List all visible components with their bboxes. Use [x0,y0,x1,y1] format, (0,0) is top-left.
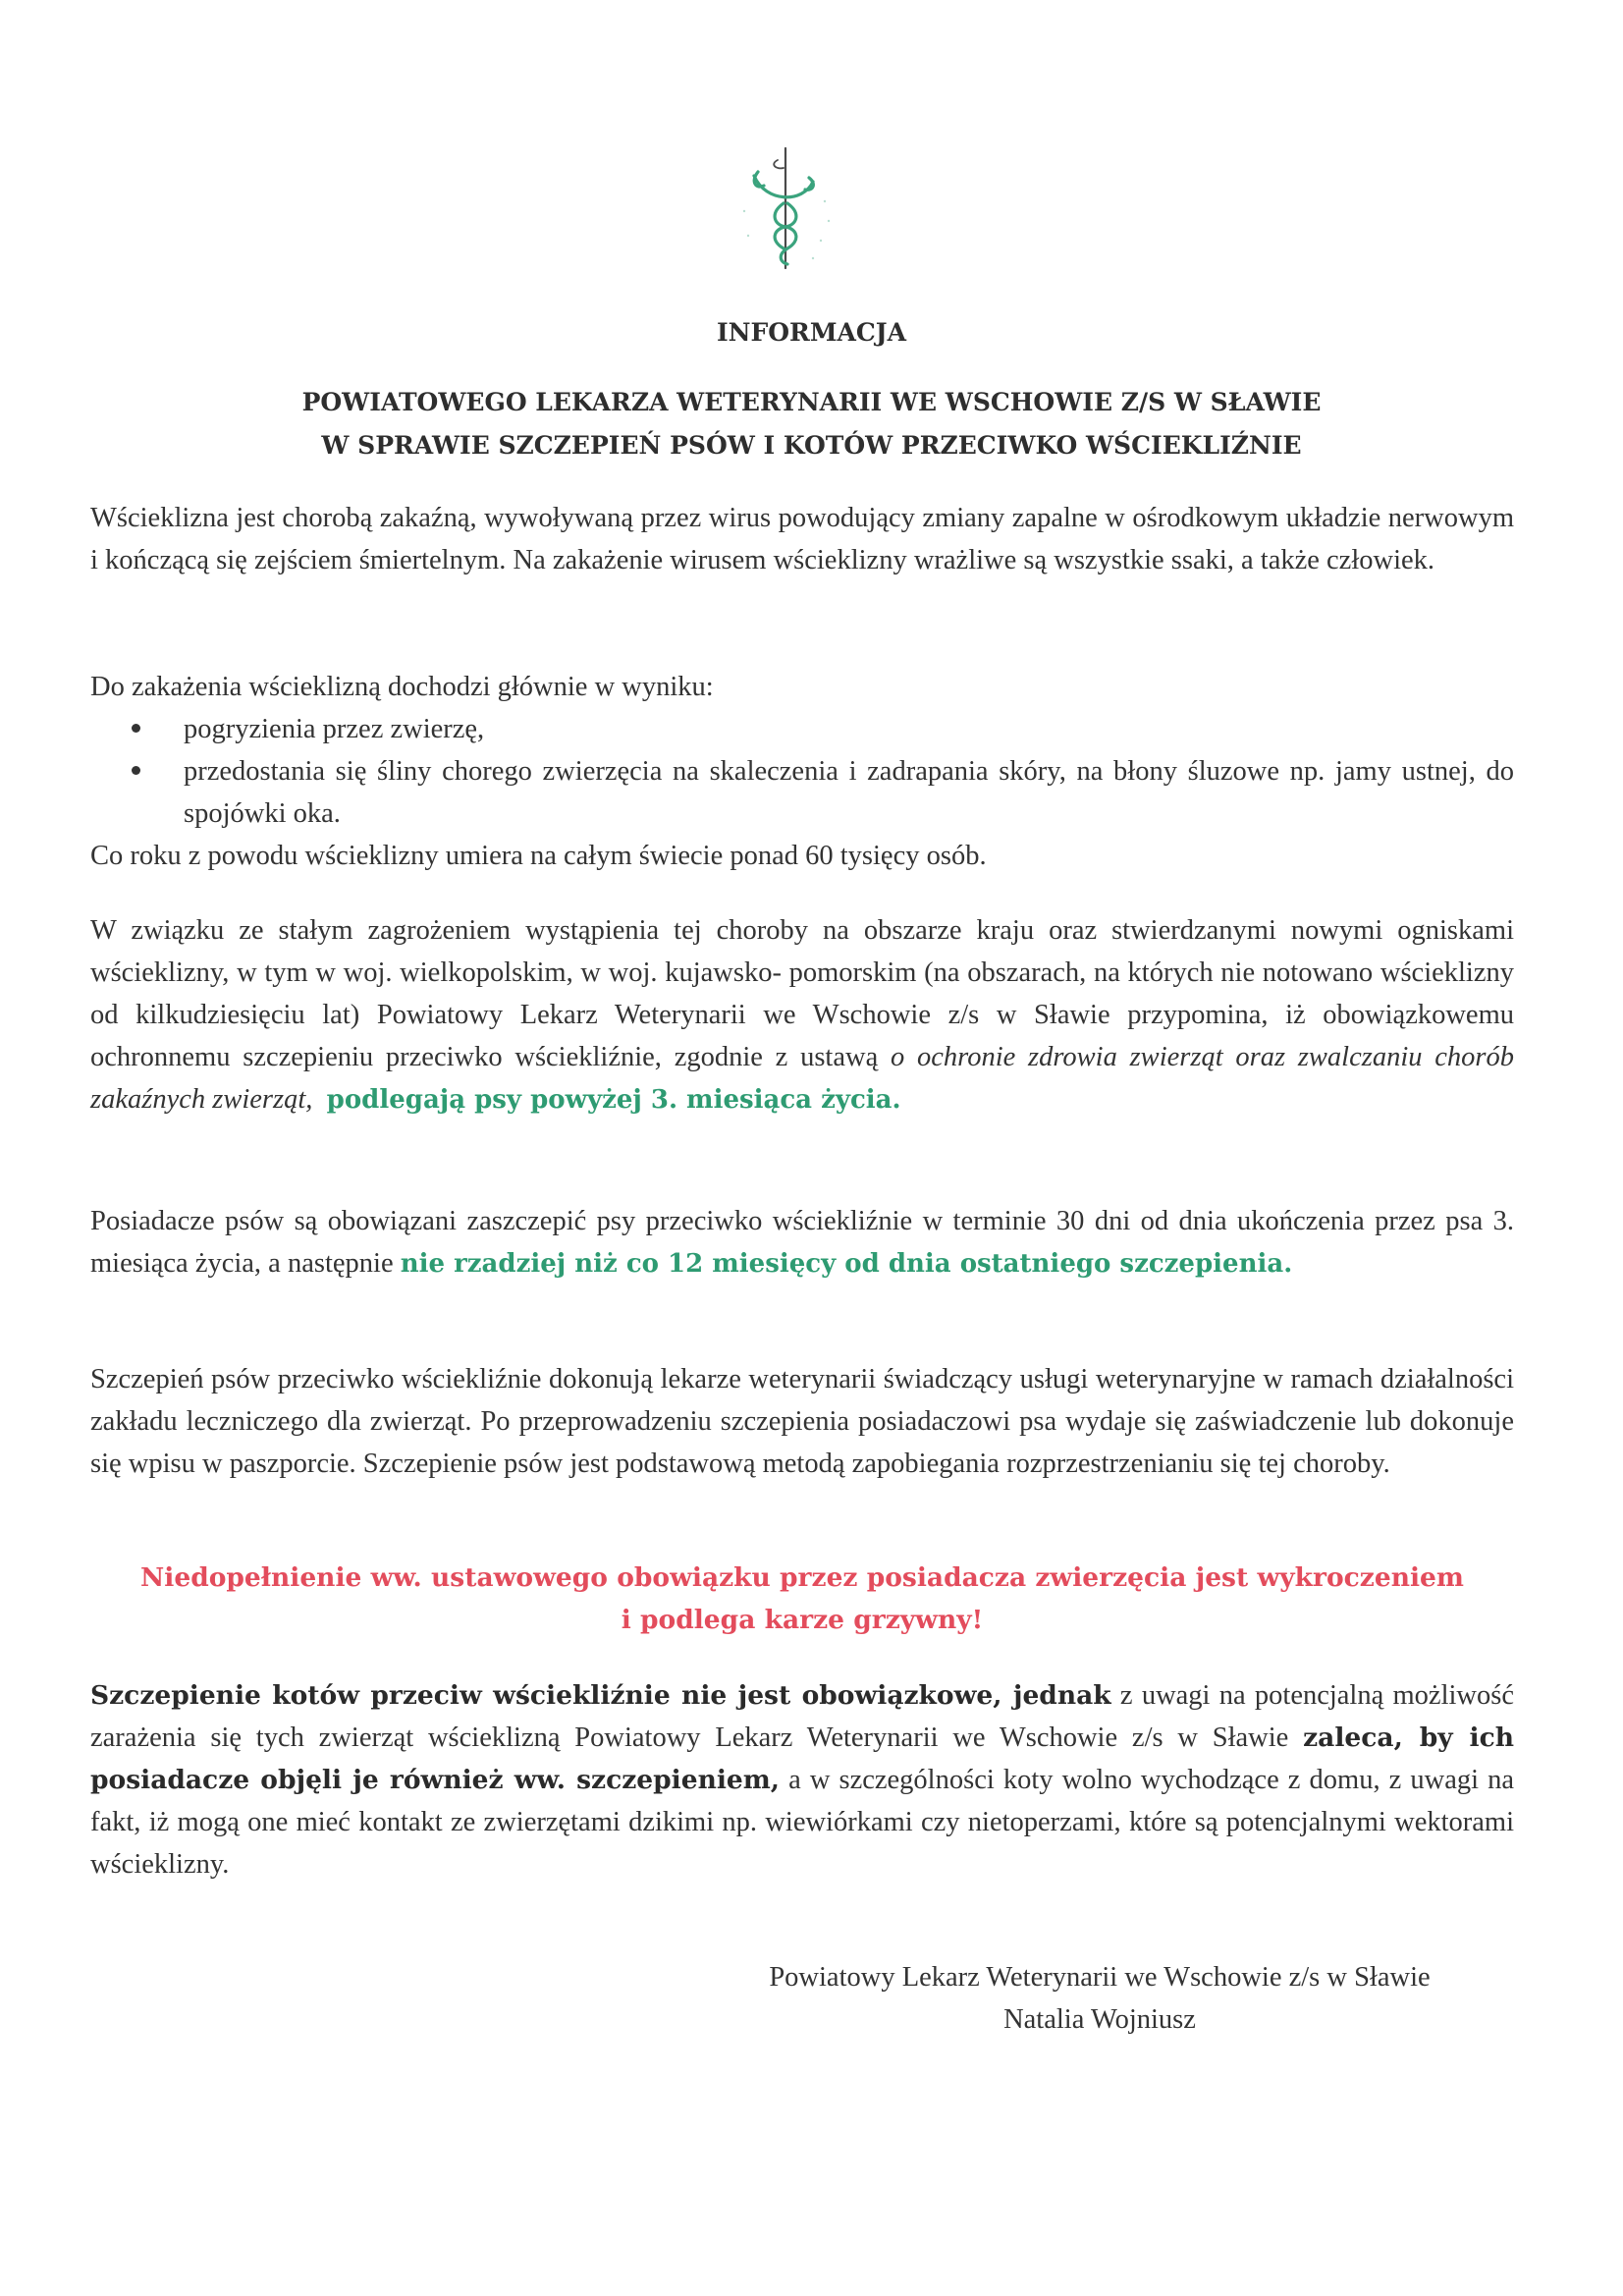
paragraph-intro: Do zakażenia wścieklizną dochodzi głównie w wyniku: [90,672,714,702]
list-item [90,708,1514,750]
bullet-icon [132,724,140,733]
paragraph-main-text: z uwagi na potencjalną możliwość zarażenia się tych zwierząt wścieklizną Powiatowy Lekarz Weterynarii we Wschowie z/s w Sławie [90,1680,1514,1753]
paragraph-mandatory-vaccination [90,909,1514,1121]
signature-block [668,1956,1532,2041]
paragraph-closing-text: a w szczególności koty wolno wychodzące z domu, z uwagi na fakt, iż mogą one mieć kontakt ze zwierzętami dzikimi np. wiewiórkami czy nietoperzami, które są potencjalnymi wektorami wścieklizny. [90,1765,1514,1880]
paragraph-text [90,1200,1514,1285]
paragraph-text: Wścieklizna jest chorobą zakaźną, wywoływaną przez wirus powodujący zmiany zapalne w ośrodkowym układzie nerwowym i kończącą się zejściem śmiertelnym. Na zakażenie wirusem wścieklizny wrażliwe są wszystkie ssaki, a także człowiek. [90,503,1514,575]
cat-not-mandatory-bold: Szczepienie kotów przeciw wściekliźnie nie jest obowiązkowe, jednak [90,1680,1111,1711]
paragraph-rabies-definition [90,497,1514,581]
mandatory-highlight: podlegają psy powyżej 3. miesiąca życia. [326,1085,901,1115]
paragraph-text [90,1674,1514,1886]
document-subtitle [0,381,1623,467]
paragraph-cat-vaccination [90,1674,1514,1886]
warning-notice [90,1557,1514,1641]
subtitle-line-1: POWIATOWEGO LEKARZA WETERYNARII WE WSCHOWIE Z/S W SŁAWIE [301,388,1322,416]
warning-line-2: i podlega karze grzywny! [621,1605,984,1635]
veterinary-caduceus-icon [727,142,844,275]
paragraph-main-text: W związku ze stałym zagrożeniem wystąpienia tej choroby na obszarze kraju oraz stwierdzanymi nowymi ogniskami wścieklizny, w tym w woj. wielkopolskim, w woj. kujawsko- pomorskim (na obszarach, na których nie notowano wścieklizny od kilkudziesięciu lat) Powiatowy Lekarz Weterynarii we Wschowie z/s w Sławie przypomina, iż obowiązkowemu ochronnemu szczepieniu przeciwko wściekliźnie, zgodnie z ustawą [90,915,1514,1072]
paragraph-vaccination-deadlines [90,1200,1514,1285]
interval-highlight: nie rzadziej niż co 12 miesięcy od dnia ostatniego szczepienia. [400,1249,1293,1279]
list-item-text: pogryzienia przez zwierzę, [184,714,485,744]
recommendation-bold: zaleca, by ich posiadacze objęli je również ww. szczepieniem, [90,1722,1514,1795]
list-item-text: przedostania się śliny chorego zwierzęcia na skaleczenia i zadrapania skóry, na błony śluzowe np. jamy ustnej, do spojówki oka. [184,756,1514,829]
signature-role: Powiatowy Lekarz Weterynarii we Wschowie z/s w Sławie [769,1962,1431,1993]
subtitle-line-2: W SPRAWIE SZCZEPIEŃ PSÓW I KOTÓW PRZECIWKO WŚCIEKLIŹNIE [321,431,1302,460]
bullet-list [90,708,1514,835]
bullet-icon [132,766,140,775]
warning-line-1: Niedopełnienie ww. ustawowego obowiązku przez posiadacza zwierzęcia jest wykroczeniem [140,1562,1464,1593]
paragraph-text [90,909,1514,1121]
paragraph-closing: Co roku z powodu wścieklizny umiera na całym świecie ponad 60 tysięcy osób. [90,841,987,871]
paragraph-text: Szczepień psów przeciwko wściekliźnie dokonują lekarze weterynarii świadczący usługi weterynaryjne w ramach działalności zakładu leczniczego dla zwierząt. Po przeprowadzeniu szczepienia posiadaczowi psa wydaje się zaświadczenie lub dokonuje się wpisu w paszporcie. Szczepienie psów jest podstawową metodą zapobiegania rozprzestrzenianiu się tej choroby. [90,1364,1514,1479]
document-title: INFORMACJA [716,318,907,347]
signature-name: Natalia Wojniusz [1003,2004,1196,2035]
paragraph-infection-causes [90,666,1514,877]
law-title: o ochronie zdrowia zwierząt oraz zwalczaniu chorób zakaźnych zwierząt, [90,1042,1515,1115]
list-item [90,750,1514,835]
paragraph-main-text: Posiadacze psów są obowiązani zaszczepić psy przeciwko wściekliźnie w terminie 30 dni od dnia ukończenia przez psa 3. miesiąca życia, a następnie [90,1206,1514,1279]
paragraph-vaccination-providers [90,1358,1514,1485]
